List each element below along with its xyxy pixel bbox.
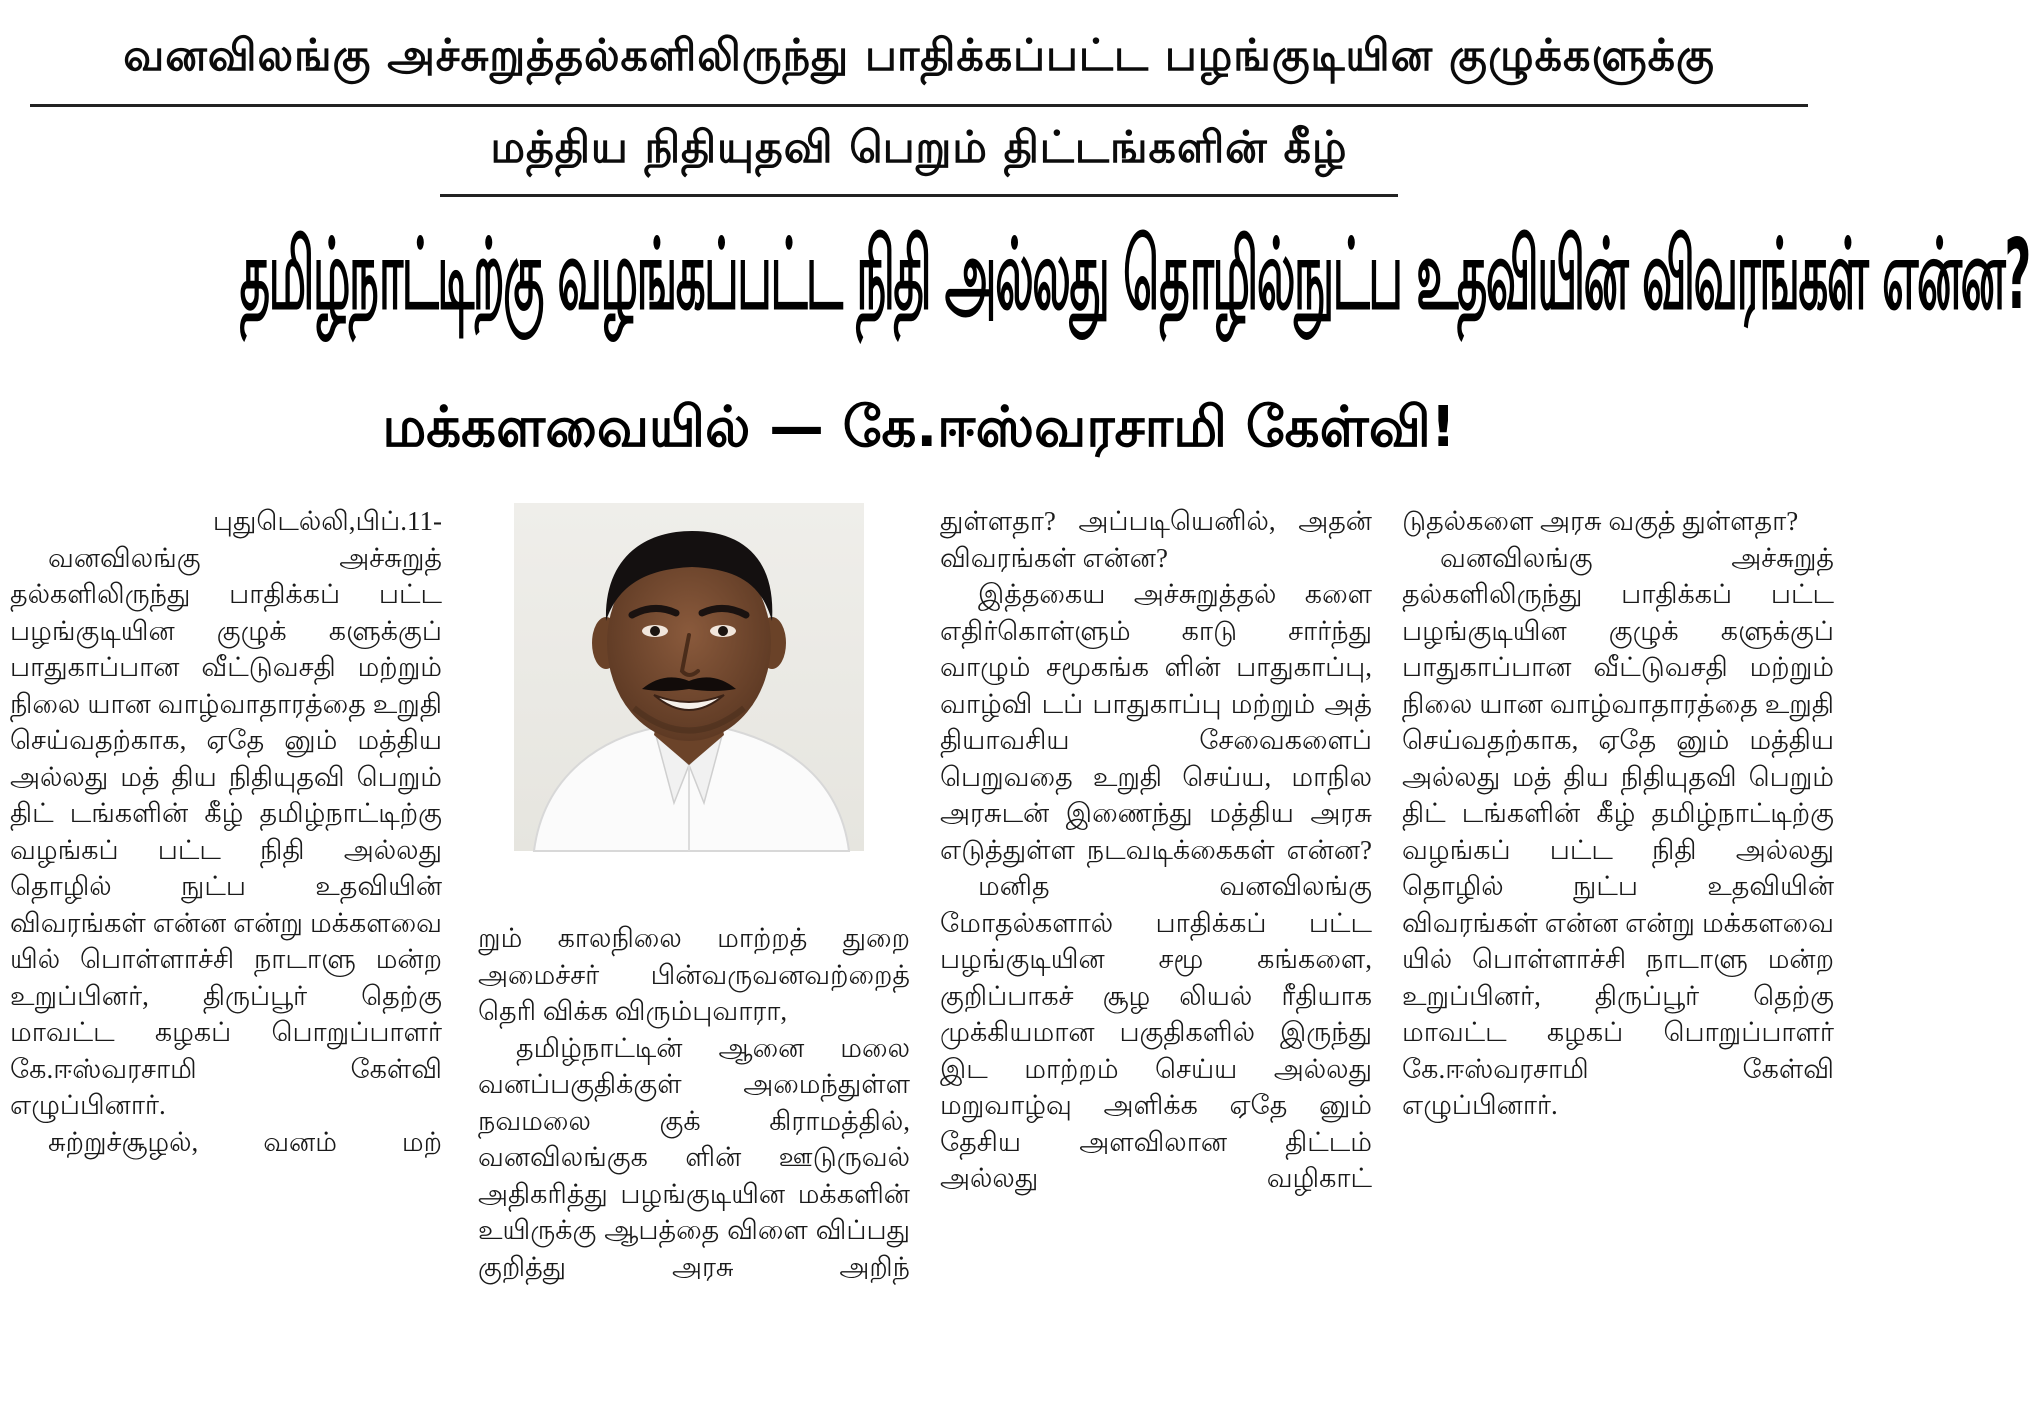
paragraph: மனித வனவிலங்கு மோதல்களால் பாதிக்கப் பட்ட பழங்குடியின சமூ கங்களை, குறிப்பாகச் சூழ லியல் ரீதியாக முக்கியமான பகுதிகளில் இருந்து இட மாற்றம் செய்ய அல்லது மறுவாழ்வு அளிக்க ஏதே னும் தேசிய அளவிலான திட்டம் அல்லது வழிகாட் xyxy=(940,871,1372,1193)
paragraph: துள்ளதா? அப்படியெனில், அதன் விவரங்கள் என்ன? xyxy=(940,506,1372,573)
article-column-4 xyxy=(1402,503,1834,1124)
paragraph: சுற்றுச்சூழல், வனம் மற் xyxy=(48,1126,442,1157)
paragraph: தமிழ்நாட்டின் ஆனை மலை வனப்பகுதிக்குள் அமைந்துள்ள நவமலை குக் கிராமத்தில், வனவிலங்குக ளின் ஊடுருவல் அதிகரித்து பழங்குடியின மக்களின் உயிருக்கு ஆபத்தை விளை விப்பது குறித்து அரசு அறிந் xyxy=(478,1032,910,1282)
dateline: புதுடெல்லி,பிப்.11- xyxy=(212,506,442,536)
article-column-2 xyxy=(478,920,910,1285)
paragraph: இத்தகைய அச்சுறுத்தல் களை எதிர்கொள்ளும் காடு சார்ந்து வாழும் சமூகங்க ளின் பாதுகாப்பு, வாழ்வி டப் பாதுகாப்பு மற்றும் அத் தியாவசிய சேவைகளைப் பெறுவதை உறுதி செய்ய, மாநில அரசுடன் இணைந்து மத்திய அரசு எடுத்துள்ள நடவடிக்கைகள் என்ன? xyxy=(940,579,1372,865)
subheadline: மக்களவையில் — கே.ஈஸ்வரசாமி கேள்வி! xyxy=(382,395,1456,460)
kicker-divider-2 xyxy=(440,194,1398,197)
portrait-illustration xyxy=(514,503,864,851)
paragraph: டுதல்களை அரசு வகுத் துள்ளதா? xyxy=(1402,506,1799,536)
kicker-line-2: மத்திய நிதியுதவி பெறும் திட்டங்களின் கீழ் xyxy=(490,122,1348,173)
paragraph: வனவிலங்கு அச்சுறுத் தல்களிலிருந்து பாதிக்கப் பட்ட பழங்குடியின குழுக் களுக்குப் பாதுகாப்பான வீட்டுவசதி மற்றும் நிலை யான வாழ்வாதாரத்தை உறுதி செய்வதற்காக, ஏதே னும் மத்திய அல்லது மத் திய நிதியுதவி பெறும் திட் டங்களின் கீழ் தமிழ்நாட்டிற்கு வழங்கப் பட்ட நிதி அல்லது தொழில் நுட்ப உதவியின் விவரங்கள் என்ன என்று மக்களவை யில் பொள்ளாச்சி நாடாளு மன்ற உறுப்பினர், திருப்பூர் தெற்கு மாவட்ட கழகப் பொறுப்பாளர் கே.ஈஸ்வரசாமி கேள்வி எழுப்பினார். xyxy=(1402,542,1834,1120)
paragraph: வனவிலங்கு அச்சுறுத் தல்களிலிருந்து பாதிக்கப் பட்ட பழங்குடியின குழுக் களுக்குப் பாதுகாப்பான வீட்டுவசதி மற்றும் நிலை யான வாழ்வாதாரத்தை உறுதி செய்வதற்காக, ஏதே னும் மத்திய அல்லது மத் திய நிதியுதவி பெறும் திட் டங்களின் கீழ் தமிழ்நாட்டிற்கு வழங்கப் பட்ட நிதி அல்லது தொழில் நுட்ப உதவியின் விவரங்கள் என்ன என்று மக்களவை யில் பொள்ளாச்சி நாடாளு மன்ற உறுப்பினர், திருப்பூர் தெற்கு மாவட்ட கழகப் பொறுப்பாளர் கே.ஈஸ்வரசாமி கேள்வி எழுப்பினார். xyxy=(10,542,442,1120)
kicker-line-1: வனவிலங்கு அச்சுறுத்தல்களிலிருந்து பாதிக்கப்பட்ட பழங்குடியின குழுக்களுக்கு xyxy=(123,30,1715,81)
article-column-1 xyxy=(10,503,442,1160)
headline: தமிழ்நாட்டிற்கு வழங்கப்பட்ட நிதி அல்லது தொழில்நுட்ப உதவியின் விவரங்கள் என்ன? xyxy=(239,218,2030,332)
portrait-photo xyxy=(514,503,864,851)
paragraph: றும் காலநிலை மாற்றத் துறை அமைச்சர் பின்வருவனவற்றைத் தெரி விக்க விரும்புவாரா, xyxy=(478,923,910,1026)
article-column-3 xyxy=(940,503,1372,1197)
kicker-divider-1 xyxy=(30,104,1808,107)
